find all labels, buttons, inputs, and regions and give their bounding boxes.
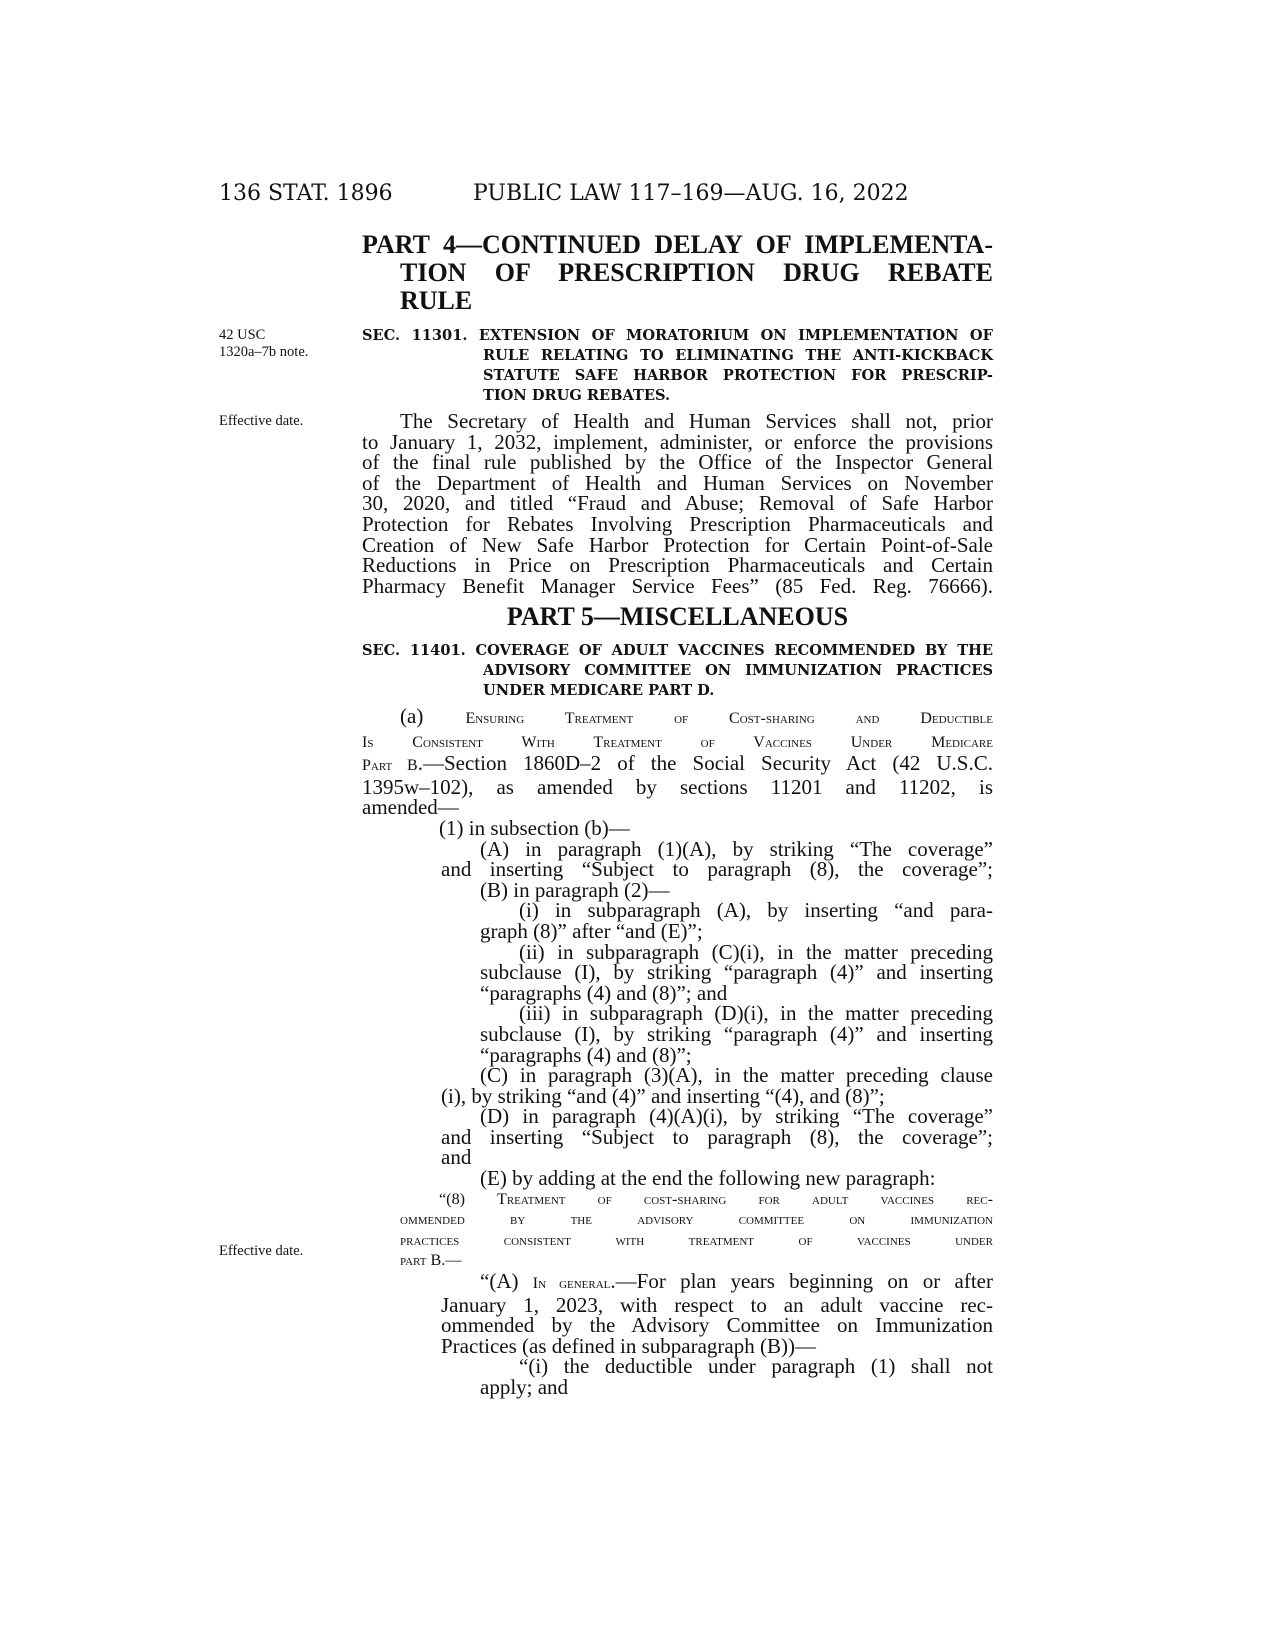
- clause-bi-line: graph (8)” after “and (E)”;: [480, 918, 703, 943]
- clause-bii-line: subclause (I), by striking “paragraph (4)” and inserting: [480, 960, 993, 985]
- body-line: Pharmacy Benefit Manager Service Fees” (85 Fed. Reg. 76666).: [362, 573, 993, 598]
- small-caps-heading: Ensuring Treatment of Cost-sharing and Deductible: [465, 710, 993, 727]
- section-heading-line: STATUTE SAFE HARBOR PROTECTION FOR PRESCRIP-: [483, 367, 993, 384]
- paragraph-8-heading-line: practices consistent with treatment of vaccines under: [400, 1230, 993, 1249]
- page-stat-number: 136 STAT. 1896: [219, 181, 393, 206]
- body-line: Protection for Rebates Involving Prescription Pharmaceuticals and: [362, 511, 993, 536]
- clause-d-line: and: [441, 1145, 472, 1170]
- part-4-title: [362, 231, 993, 315]
- effective-date-note: Effective date.: [219, 413, 304, 429]
- section-heading-line: RULE RELATING TO ELIMINATING THE ANTI-KICKBACK: [483, 347, 993, 364]
- part-5-title: PART 5—MISCELLANEOUS: [506, 602, 849, 631]
- clause-b-line: (B) in paragraph (2)—: [480, 877, 670, 902]
- clause-bii-line: (ii) in subparagraph (C)(i), in the matter preceding: [519, 939, 993, 964]
- section-heading-line: SEC. 11301. EXTENSION OF MORATORIUM ON IMPLEMENTATION OF: [362, 327, 993, 344]
- paragraph-8-heading-line: part B.—: [400, 1251, 462, 1270]
- clause-c-line: (i), by striking “and (4)” and inserting “(4), and (8)”;: [441, 1083, 885, 1108]
- clause-a-line: (A) in paragraph (1)(A), by striking “The coverage”: [480, 836, 993, 861]
- small-caps-heading: Part B: [362, 757, 418, 775]
- subsection-a-line: [362, 753, 993, 777]
- section-heading-line: SEC. 11401. COVERAGE OF ADULT VACCINES RECOMMENDED BY THE: [362, 642, 993, 659]
- usc-margin-note: [219, 327, 308, 361]
- section-heading-line: UNDER MEDICARE PART D.: [483, 682, 715, 699]
- clause-c-line: (C) in paragraph (3)(A), in the matter preceding clause: [480, 1063, 993, 1088]
- part-4-title-line: PART 4—CONTINUED DELAY OF IMPLEMENTA-: [362, 230, 993, 259]
- section-heading-line: TION DRUG REBATES.: [483, 387, 671, 404]
- margin-note-line: 1320a–7b note.: [219, 344, 309, 360]
- section-heading-line: ADVISORY COMMITTEE ON IMMUNIZATION PRACTICES: [483, 662, 993, 679]
- subsection-a-line: [362, 706, 993, 730]
- body-line: Creation of New Safe Harbor Protection for Certain Point-of-Sale: [362, 532, 993, 557]
- clause-biii-line: “paragraphs (4) and (8)”;: [480, 1042, 692, 1067]
- clause-a-line: and inserting “Subject to paragraph (8), the coverage”;: [441, 857, 993, 882]
- part-4-title-line: RULE: [400, 286, 473, 315]
- subsection-a-line: amended—: [362, 795, 459, 820]
- paragraph-8-heading-line: ommended by the advisory committee on immunization: [400, 1210, 993, 1229]
- paragraph-8-heading-line: “(8) Treatment of cost-sharing for adult vaccines rec-: [439, 1189, 993, 1208]
- text-run: .—Section 1860D–2 of the Social Security Act (42 U.S.C.: [417, 751, 993, 776]
- text-run: (a): [400, 704, 466, 728]
- clause-biii-line: (iii) in subparagraph (D)(i), in the matter preceding: [519, 1001, 993, 1026]
- section-11301-body: [362, 411, 993, 596]
- body-line: to January 1, 2032, implement, administer, or enforce the provisions: [362, 429, 993, 454]
- body-line: of the final rule published by the Office of the Inspector General: [362, 450, 993, 475]
- body-line: The Secretary of Health and Human Services shall not, prior: [400, 409, 993, 433]
- text-run: “(A): [480, 1269, 533, 1294]
- section-11401-heading: [362, 641, 993, 701]
- text-run: .—For plan years beginning on or after: [610, 1269, 993, 1294]
- section-11301-heading: [362, 326, 993, 406]
- paragraph-1: (1) in subsection (b)—: [439, 815, 630, 840]
- clause-d-line: and inserting “Subject to paragraph (8), the coverage”;: [441, 1124, 993, 1149]
- clause-d-line: (D) in paragraph (4)(A)(i), by striking “The coverage”: [480, 1104, 993, 1129]
- clause-i-line: apply; and: [480, 1375, 569, 1399]
- subsection-a-line: [362, 730, 993, 754]
- general-line: Practices (as defined in subparagraph (B))—: [441, 1333, 816, 1358]
- clause-biii-line: subclause (I), by striking “paragraph (4)” and inserting: [480, 1021, 993, 1046]
- general-line: January 1, 2023, with respect to an adult vaccine rec-: [441, 1292, 993, 1317]
- clause-bi-line: (i) in subparagraph (A), by inserting “and para-: [519, 898, 993, 923]
- body-line: Reductions in Price on Prescription Pharmaceuticals and Certain: [362, 553, 993, 578]
- subsection-a-line: 1395w–102), as amended by sections 11201 and 11202, is: [362, 774, 993, 799]
- body-line: of the Department of Health and Human Services on November: [362, 470, 993, 495]
- clause-bii-line: “paragraphs (4) and (8)”; and: [480, 980, 728, 1005]
- margin-note-line: 42 USC: [219, 327, 266, 343]
- clause-i-line: “(i) the deductible under paragraph (1) shall not: [519, 1354, 993, 1379]
- small-caps-heading: In general: [532, 1275, 611, 1293]
- page-header-title: PUBLIC LAW 117–169—AUG. 16, 2022: [473, 181, 909, 206]
- small-caps-heading: Is Consistent With Treatment of Vaccines Under Medicare: [362, 733, 993, 751]
- general-heading-line: [362, 1271, 993, 1295]
- body-line: 30, 2020, and titled “Fraud and Abuse; Removal of Safe Harbor: [362, 491, 993, 516]
- clause-e-line: (E) by adding at the end the following new paragraph:: [480, 1166, 936, 1191]
- general-line: ommended by the Advisory Committee on Immunization: [441, 1313, 993, 1338]
- subsection-a: [362, 706, 993, 1398]
- part-4-title-line: TION OF PRESCRIPTION DRUG REBATE: [400, 258, 993, 287]
- effective-date-note-2: Effective date.: [219, 1243, 304, 1259]
